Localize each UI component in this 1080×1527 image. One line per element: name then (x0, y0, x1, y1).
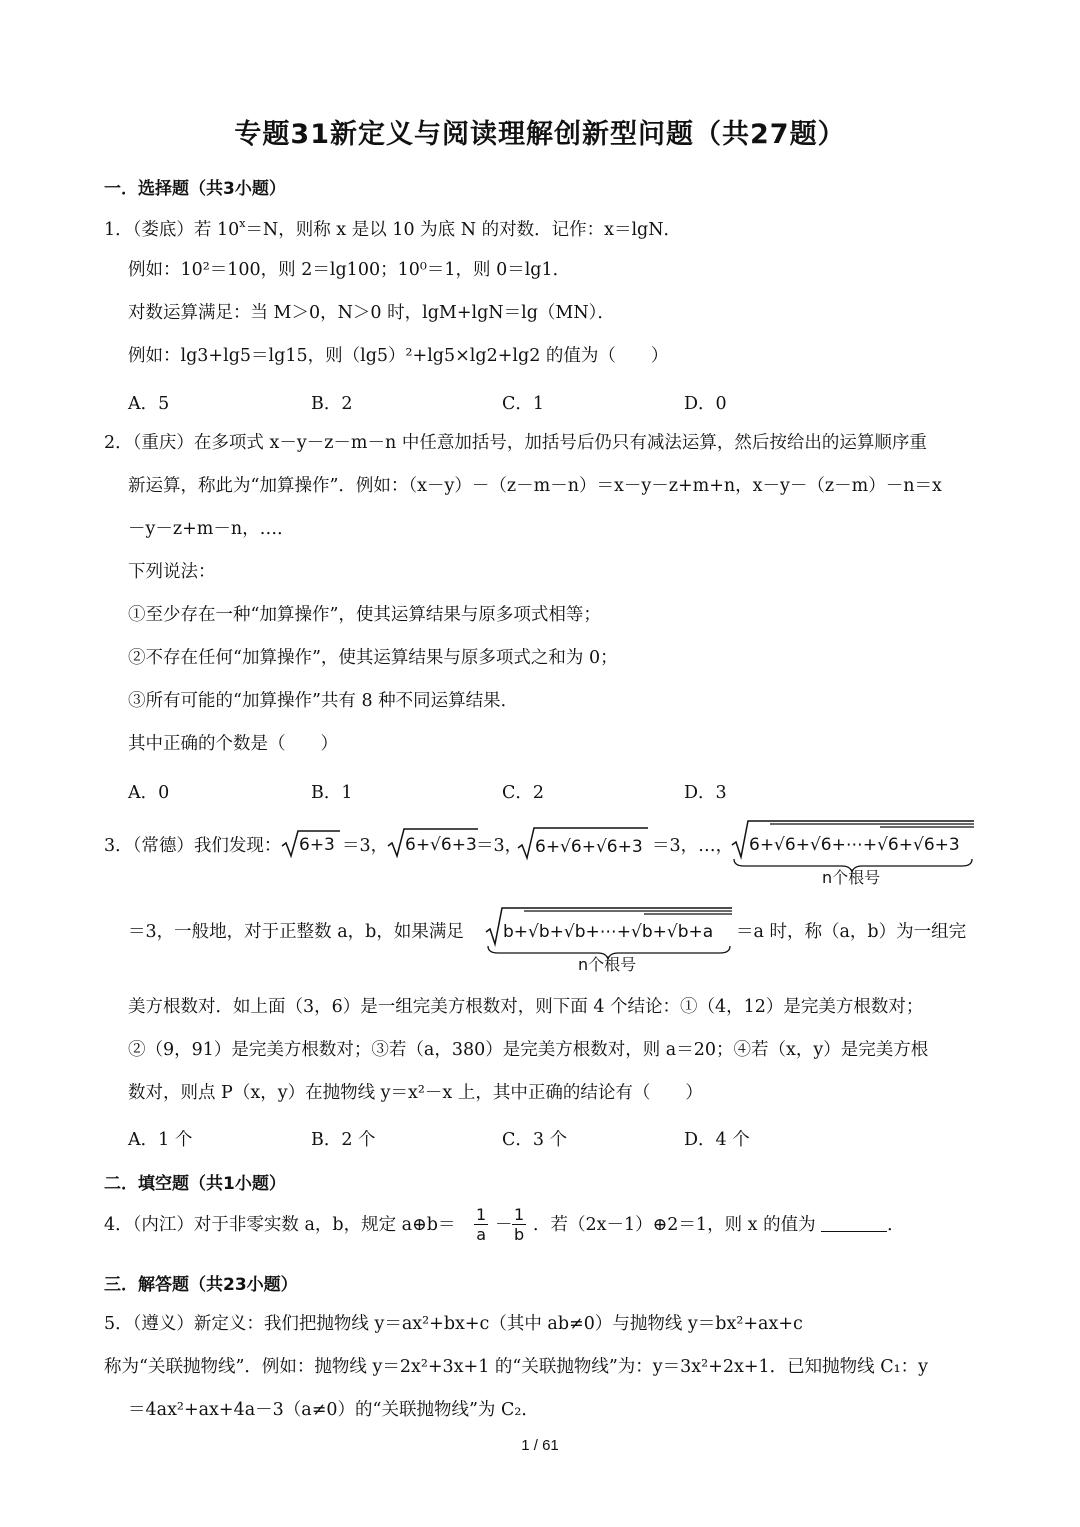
q2-line-7: ③所有可能的“加算操作”共有 8 种不同运算结果． (128, 691, 519, 711)
q4-line-a: 4．（内江）对于非零实数 a，b，规定 a⊕b＝ (104, 1215, 456, 1235)
q2-line-3: －y－z+m－n，…． (128, 519, 295, 539)
q3-radicand-5: b+√b+√b+⋯+√b+√b+a (503, 922, 714, 942)
q3-line-2a: ＝3，一般地，对于正整数 a，b，如果满足 (128, 922, 464, 942)
q3-option-c: C．3 个 (502, 1130, 568, 1150)
q3-radicand-1: 6+3 (299, 835, 335, 855)
q3-radical-1 (280, 828, 340, 864)
page-title: 专题31新定义与阅读理解创新型问题（共27题） (234, 119, 846, 150)
q4-frac2-den: b (514, 1225, 525, 1244)
q3-line-4: ②（9，91）是完美方根数对；③若（a，380）是完美方根数对，则 a＝20；④若（x，y）是完美方根 (128, 1040, 929, 1060)
q2-option-d: D．3 (684, 783, 727, 803)
q4-fraction-2 (512, 1205, 526, 1244)
q4-frac1-num: 1 (476, 1205, 487, 1224)
q2-line-8: 其中正确的个数是（ ） (128, 734, 338, 754)
q1-exponent: x (239, 217, 246, 230)
q4-minus: － (495, 1215, 513, 1235)
q2-option-b: B．1 (311, 783, 353, 803)
q2-line-4: 下列说法： (128, 562, 216, 582)
q1-option-b: B．2 (311, 394, 353, 414)
q1-option-a: A．5 (128, 394, 170, 414)
q2-line-6: ②不存在任何“加算操作”，使其运算结果与原多项式之和为 0； (128, 648, 618, 668)
q4-line-end: ． (887, 1215, 905, 1235)
q1-line-3: 对数运算满足：当 M＞0，N＞0 时，lgM+lgN＝lg（MN）． (128, 303, 615, 323)
q3-radicand-3: 6+√6+√6+3 (535, 837, 643, 857)
q3-radical-3 (516, 828, 650, 866)
q5-line-1: 5．（遵义）新定义：我们把抛物线 y＝ax²+bx+c（其中 ab≠0）与抛物线 y＝bx²+ax+c (104, 1314, 803, 1334)
page-number: 1 / 61 (521, 1437, 559, 1454)
section-heading-choice: 一．选择题（共3小题） (104, 179, 286, 199)
q1-line-1 (104, 217, 681, 241)
q1-line-4: 例如：lg3+lg5＝lg15，则（lg5）²+lg5×lg2+lg2 的值为（ ） (128, 346, 669, 366)
q3-radical-5 (484, 906, 734, 976)
q3-radicand-4: 6+√6+√6+⋯+√6+√6+3 (749, 835, 960, 855)
q3-line-5: 数对，则点 P（x，y）在抛物线 y＝x²－x 上，其中正确的结论有（ ） (128, 1083, 703, 1103)
q2-option-a: A．0 (128, 783, 170, 803)
q4-fraction-1 (474, 1205, 488, 1244)
q3-eq-1: ＝3， (342, 836, 389, 856)
q3-radical-4 (730, 819, 976, 889)
q1-line-1a: 1．（娄底）若 10 (104, 220, 240, 240)
q1-line-2: 例如：10²＝100，则 2＝lg100；10⁰＝1，则 0＝lg1． (128, 260, 571, 280)
q5-line-3: ＝4ax²+ax+4a－3（a≠0）的“关联抛物线”为 C₂． (128, 1400, 539, 1420)
q2-line-2: 新运算，称此为“加算操作”．例如：（x－y）－（z－m－n）＝x－y－z+m+n，x－y－（z－m）－n＝x (128, 476, 942, 496)
q4-line-b (533, 1215, 905, 1236)
q3-prefix: 3．（常德）我们发现： (104, 836, 282, 856)
q3-line-2b: ＝a 时，称（a，b）为一组完 (736, 922, 967, 942)
q3-option-d: D．4 个 (684, 1130, 750, 1150)
q2-line-1: 2．（重庆）在多项式 x－y－z－m－n 中任意加括号，加括号后仍只有减法运算，然后按给出的运算顺序重 (104, 433, 927, 453)
q1-line-1b: ＝N，则称 x 是以 10 为底 N 的对数．记作：x＝lgN． (245, 220, 682, 240)
q4-frac1-den: a (476, 1225, 486, 1244)
q3-brace-label-1: n个根号 (822, 868, 881, 887)
q5-line-2: 称为“关联抛物线”．例如：抛物线 y＝2x²+3x+1 的“关联抛物线”为：y＝3x²+2x+1．已知抛物线 C₁：y (104, 1357, 929, 1377)
q4-line-b-text: ．若（2x－1）⊕2＝1，则 x 的值为 (533, 1215, 816, 1235)
q3-eq-3: ＝3，…， (652, 836, 734, 856)
section-heading-answer: 三．解答题（共23小题） (104, 1275, 298, 1295)
q3-radical-2 (386, 828, 480, 864)
q3-option-b: B．2 个 (311, 1130, 376, 1150)
q3-radicand-2: 6+√6+3 (405, 835, 477, 855)
q1-option-c: C．1 (502, 394, 545, 414)
answer-blank[interactable] (821, 1215, 887, 1232)
q3-brace-label-2: n个根号 (578, 955, 637, 974)
q3-eq-2: ＝3， (476, 836, 523, 856)
q2-option-c: C．2 (502, 783, 545, 803)
q3-line-3: 美方根数对．如上面（3，6）是一组完美方根数对，则下面 4 个结论：①（4，12）是完美方根数对； (128, 997, 924, 1017)
q3-option-a: A．1 个 (128, 1130, 193, 1150)
q2-line-5: ①至少存在一种“加算操作”，使其运算结果与原多项式相等； (128, 605, 601, 625)
section-heading-fill: 二．填空题（共1小题） (104, 1174, 286, 1194)
q1-option-d: D．0 (684, 394, 727, 414)
q4-frac2-num: 1 (514, 1205, 525, 1224)
